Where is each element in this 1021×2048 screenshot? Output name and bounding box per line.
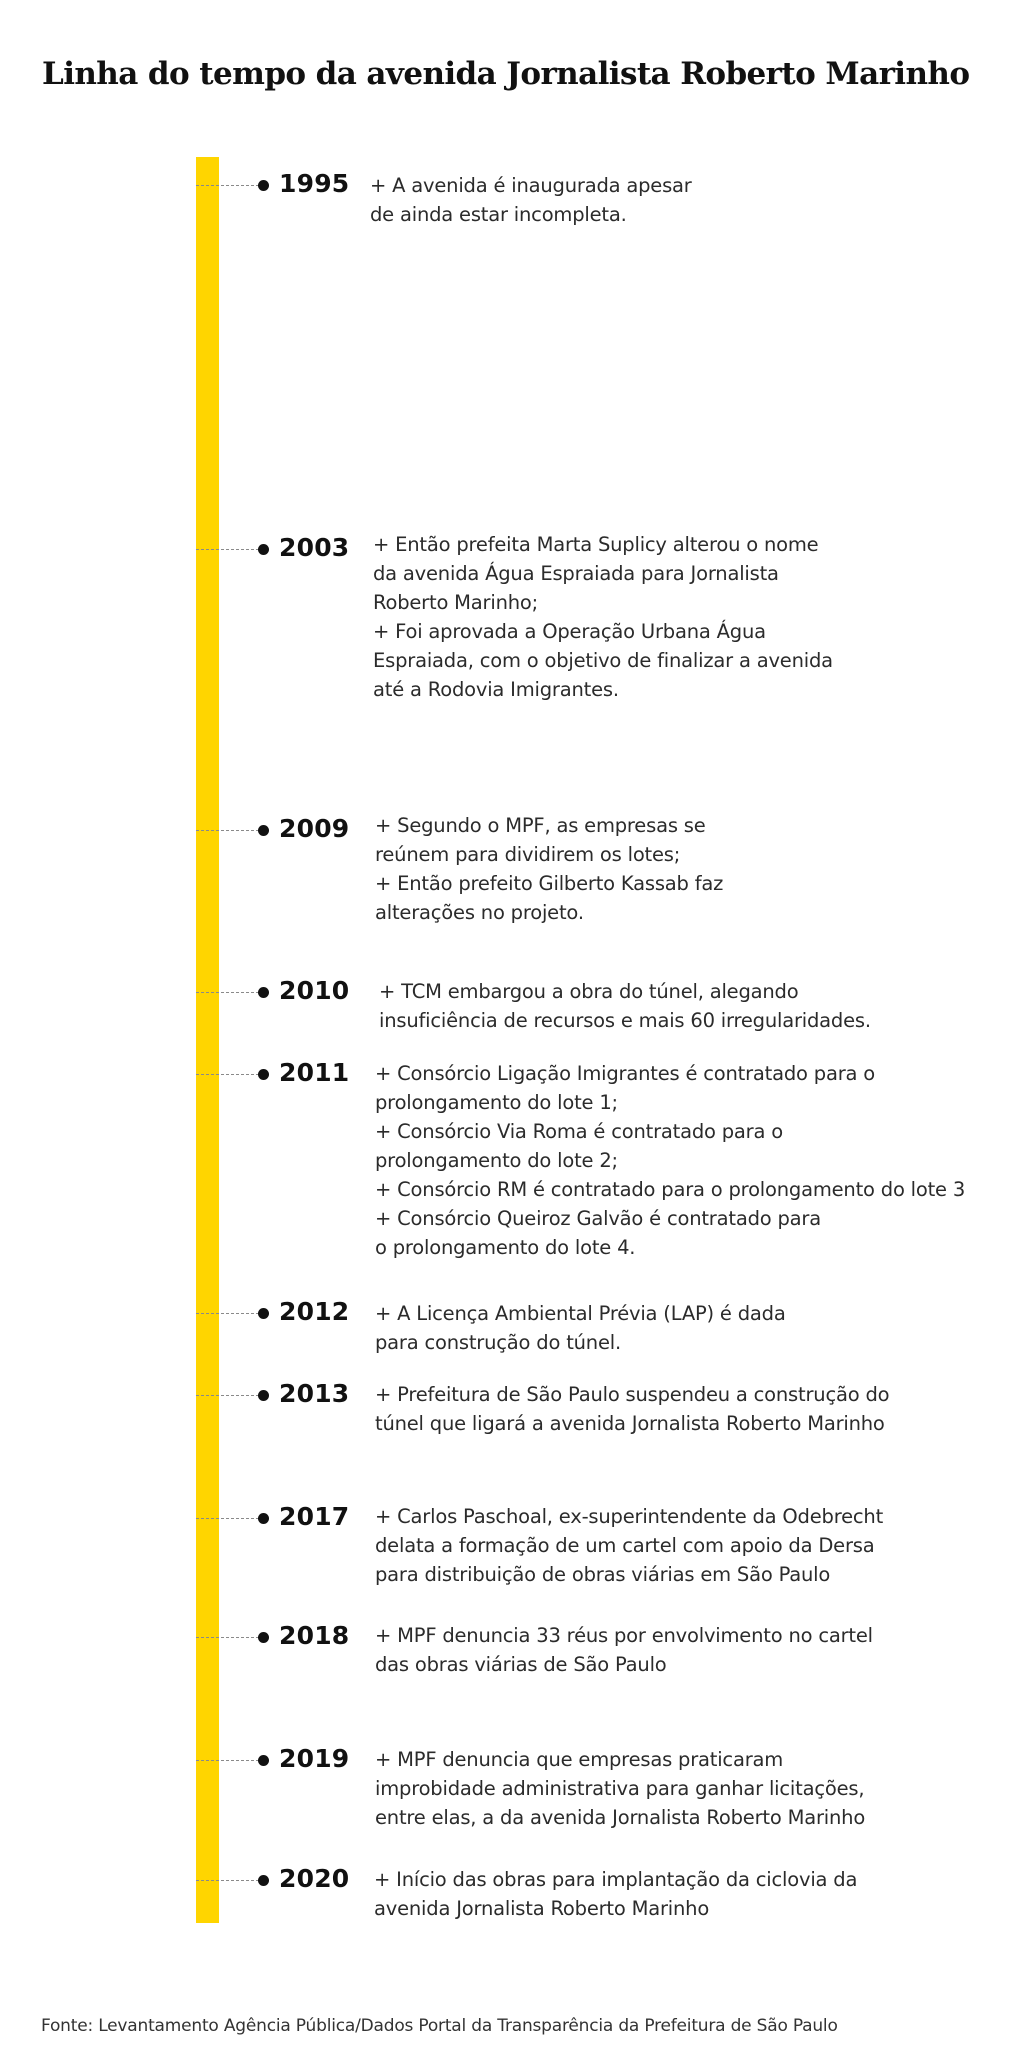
event-description-line: reúnem para dividirem os lotes; xyxy=(375,843,681,866)
event-description-line: até a Rodovia Imigrantes. xyxy=(373,678,619,701)
event-description-line: + Consórcio RM é contratado para o prolongamento do lote 3 xyxy=(375,1178,966,1201)
event-description xyxy=(370,171,692,229)
source-note: Fonte: Levantamento Agência Pública/Dados Portal da Transparência da Prefeitura de São Paulo xyxy=(41,2016,838,2036)
event-description-line: + Prefeitura de São Paulo suspendeu a construção do xyxy=(375,1383,890,1406)
event-description-line: + A avenida é inaugurada apesar xyxy=(370,174,692,197)
event-year: 2013 xyxy=(279,1379,350,1408)
timeline-dot xyxy=(258,1755,269,1766)
event-description-line: alterações no projeto. xyxy=(375,901,584,924)
timeline-dot xyxy=(258,1875,269,1886)
event-description xyxy=(375,1745,865,1832)
event-year: 2011 xyxy=(279,1058,350,1087)
event-description-line: improbidade administrativa para ganhar licitações, xyxy=(375,1777,865,1800)
timeline-connector xyxy=(196,1074,264,1075)
timeline-connector xyxy=(196,1313,264,1314)
event-description-line: avenida Jornalista Roberto Marinho xyxy=(374,1897,710,1920)
event-description xyxy=(375,1621,873,1679)
event-description-line: + MPF denuncia que empresas praticaram xyxy=(375,1748,784,1771)
event-description xyxy=(374,1865,857,1923)
event-description-line: o prolongamento do lote 4. xyxy=(375,1236,636,1259)
event-description-line: + Consórcio Queiroz Galvão é contratado para xyxy=(375,1207,821,1230)
event-year: 2019 xyxy=(279,1744,350,1773)
timeline-connector xyxy=(196,1880,264,1881)
timeline-bar xyxy=(196,157,219,1923)
event-description-line: insuficiência de recursos e mais 60 irregularidades. xyxy=(379,1009,871,1032)
event-year: 2020 xyxy=(279,1864,350,1893)
event-description-line: + Foi aprovada a Operação Urbana Água xyxy=(373,620,766,643)
timeline-dot xyxy=(258,1069,269,1080)
event-description xyxy=(375,1299,786,1357)
event-description-line: + Então prefeito Gilberto Kassab faz xyxy=(375,872,724,895)
event-description-line: + Consórcio Ligação Imigrantes é contratado para o xyxy=(375,1062,876,1085)
timeline-connector xyxy=(196,1760,264,1761)
event-description-line: + MPF denuncia 33 réus por envolvimento no cartel xyxy=(375,1624,873,1647)
event-description-line: prolongamento do lote 2; xyxy=(375,1149,618,1172)
event-year: 2003 xyxy=(279,533,350,562)
event-description-line: + Então prefeita Marta Suplicy alterou o nome xyxy=(373,533,819,556)
timeline-dot xyxy=(258,987,269,998)
timeline-dot xyxy=(258,1308,269,1319)
event-description-line: para construção do túnel. xyxy=(375,1331,621,1354)
event-description-line: túnel que ligará a avenida Jornalista Roberto Marinho xyxy=(375,1412,885,1435)
event-description xyxy=(375,811,723,927)
event-description xyxy=(375,1059,965,1262)
timeline-connector xyxy=(196,1637,264,1638)
event-description-line: + Carlos Paschoal, ex-superintendente da Odebrecht xyxy=(375,1505,884,1528)
timeline-connector xyxy=(196,549,264,550)
event-year: 2012 xyxy=(279,1297,350,1326)
timeline-dot xyxy=(258,544,269,555)
event-year: 2018 xyxy=(279,1621,350,1650)
event-year: 2010 xyxy=(279,976,350,1005)
event-description-line: + A Licença Ambiental Prévia (LAP) é dada xyxy=(375,1302,786,1325)
timeline-dot xyxy=(258,1513,269,1524)
event-description xyxy=(375,1380,889,1438)
event-description-line: Roberto Marinho; xyxy=(373,591,538,614)
event-description-line: das obras viárias de São Paulo xyxy=(375,1653,667,1676)
timeline-connector xyxy=(196,992,264,993)
event-description-line: + Consórcio Via Roma é contratado para o xyxy=(375,1120,783,1143)
timeline-connector xyxy=(196,185,264,186)
event-description-line: + Segundo o MPF, as empresas se xyxy=(375,814,706,837)
event-description-line: + TCM embargou a obra do túnel, alegando xyxy=(379,980,799,1003)
event-description-line: entre elas, a da avenida Jornalista Roberto Marinho xyxy=(375,1806,866,1829)
timeline-connector xyxy=(196,1395,264,1396)
event-description xyxy=(375,1502,883,1589)
event-description-line: da avenida Água Espraiada para Jornalista xyxy=(373,562,779,585)
event-description-line: prolongamento do lote 1; xyxy=(375,1091,618,1114)
event-year: 1995 xyxy=(279,169,350,198)
event-year: 2009 xyxy=(279,814,350,843)
event-description xyxy=(379,977,871,1035)
event-description-line: de ainda estar incompleta. xyxy=(370,203,627,226)
timeline-connector xyxy=(196,1518,264,1519)
event-description-line: + Início das obras para implantação da ciclovia da xyxy=(374,1868,858,1891)
page-title: Linha do tempo da avenida Jornalista Roberto Marinho xyxy=(42,56,970,92)
timeline-connector xyxy=(196,830,264,831)
timeline-dot xyxy=(258,1390,269,1401)
timeline-dot xyxy=(258,1632,269,1643)
timeline-dot xyxy=(258,825,269,836)
event-description xyxy=(373,530,833,704)
timeline-dot xyxy=(258,180,269,191)
event-description-line: para distribuição de obras viárias em São Paulo xyxy=(375,1563,831,1586)
event-year: 2017 xyxy=(279,1502,350,1531)
event-description-line: Espraiada, com o objetivo de finalizar a avenida xyxy=(373,649,833,672)
event-description-line: delata a formação de um cartel com apoio da Dersa xyxy=(375,1534,875,1557)
